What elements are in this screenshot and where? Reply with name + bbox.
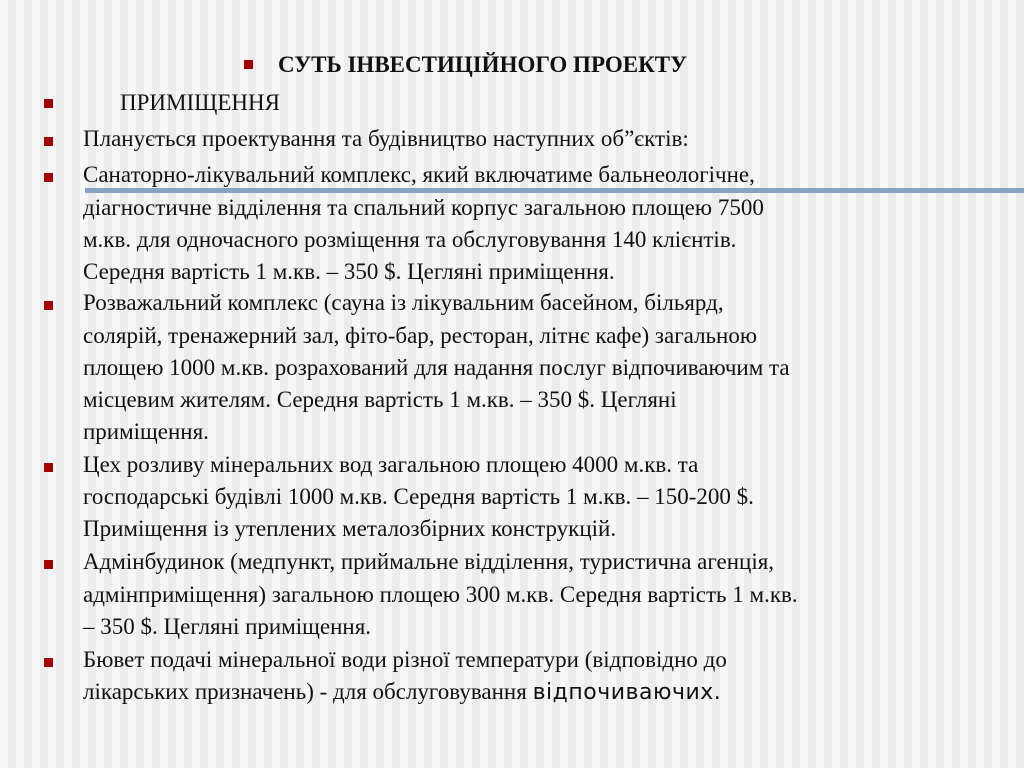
item-5-tail: відпочиваючих. [532, 680, 722, 705]
item-5-line-2-text: лікарських призначень) - для обслуговування [83, 679, 533, 704]
item-1-line-2: діагностичне відділення та спальний корпус загальною площею 7500 [83, 195, 764, 220]
subtitle-bullet [44, 99, 53, 108]
item-bullet [44, 301, 53, 310]
intro-text: Планується проектування та будівництво наступних об”єктів: [83, 126, 689, 151]
item-2-line-2: солярій, тренажерний зал, фіто-бар, ресторан, літнє кафе) загальною [83, 323, 758, 348]
item-1-line-3: м.кв. для одночасного розміщення та обслуговування 140 клієнтів. [83, 227, 737, 252]
item-3-line-1: Цех розливу мінеральних вод загальною площею 4000 м.кв. та [83, 452, 699, 477]
item-2-line-4: місцевим жителям. Середня вартість 1 м.кв. – 350 $. Цегляні [83, 387, 677, 412]
slide-subtitle: ПРИМІЩЕННЯ [120, 90, 280, 115]
title-bullet [244, 60, 253, 69]
item-bullet [44, 463, 53, 472]
item-bullet [44, 658, 53, 667]
item-2-line-5: приміщення. [83, 419, 209, 444]
intro-bullet [44, 137, 53, 146]
item-2-line-1: Розважальний комплекс (сауна із лікувальним басейном, більярд, [83, 290, 724, 315]
item-4-line-1: Адмінбудинок (медпункт, приймальне відділення, туристична агенція, [83, 549, 775, 574]
item-3-line-2: господарські будівлі 1000 м.кв. Середня вартість 1 м.кв. – 150-200 $. [83, 484, 754, 509]
item-4-line-3: – 350 $. Цегляні приміщення. [83, 614, 372, 639]
item-5-line-2 [83, 677, 721, 707]
item-3-line-3: Приміщення із утеплених металозбірних конструкцій. [83, 516, 617, 541]
item-bullet [44, 173, 53, 182]
slide-title: СУТЬ ІНВЕСТИЦІЙНОГО ПРОЕКТУ [278, 52, 687, 77]
item-1-line-1: Санаторно-лікувальний комплекс, який включатиме бальнеологічне, [83, 162, 755, 187]
item-bullet [44, 560, 53, 569]
item-5-line-1: Бювет подачі мінеральної води різної температури (відповідно до [83, 647, 727, 672]
item-2-line-3: площею 1000 м.кв. розрахований для надання послуг відпочиваючим та [83, 355, 790, 380]
item-1-line-4: Середня вартість 1 м.кв. – 350 $. Цегляні приміщення. [83, 259, 615, 284]
item-4-line-2: адмінприміщення) загальною площею 300 м.кв. Середня вартість 1 м.кв. [83, 582, 798, 607]
